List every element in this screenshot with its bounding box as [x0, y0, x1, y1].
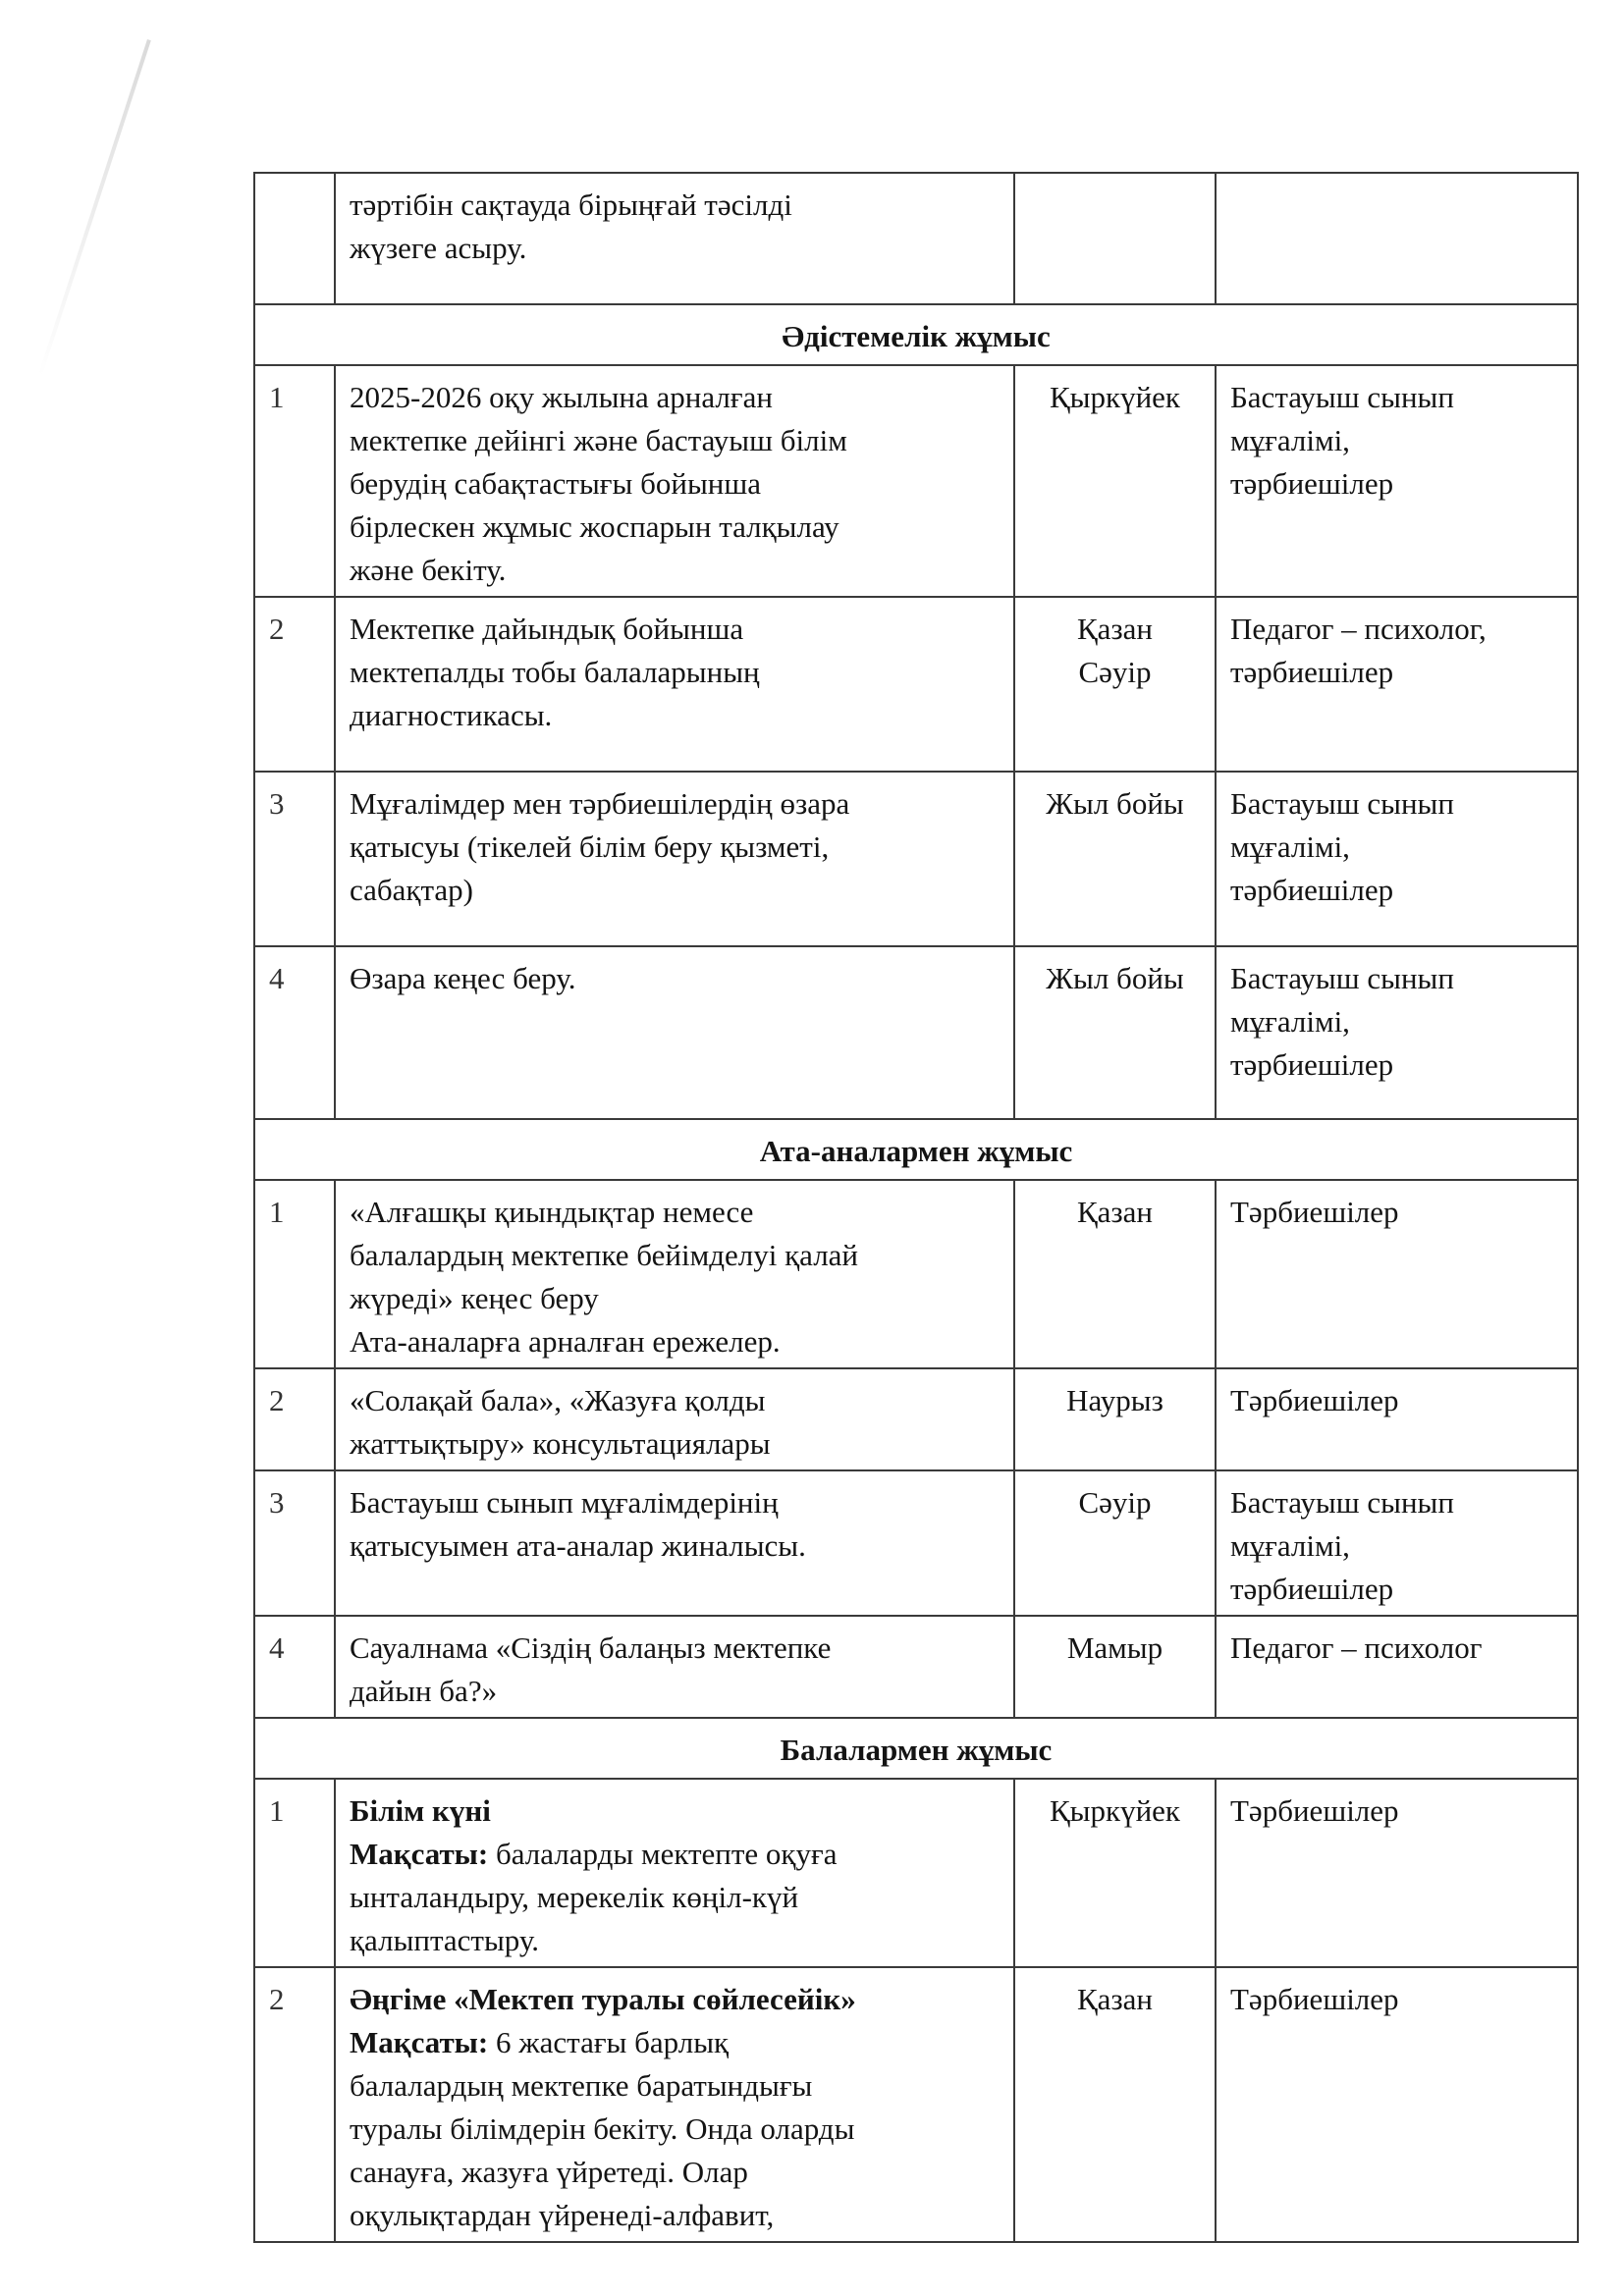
activity-text: 2025-2026 оқу жылына арналған мектепке дейінгі және бастауыш білім берудің сабақтастығы бойынша бірлескен жұмыс жоспарын талқылау және бекіту.: [335, 365, 1014, 597]
section-title-parents: Ата-аналармен жұмыс: [254, 1119, 1578, 1180]
table-row: [254, 946, 1578, 1119]
date-text: Қазан: [1014, 1180, 1216, 1368]
goal-label: Мақсаты:: [350, 2025, 489, 2059]
date-cell: [1014, 173, 1216, 304]
table-row: [254, 1180, 1578, 1368]
section-title-methodical: Әдістемелік жұмыс: [254, 304, 1578, 365]
date-text: Қыркүйек: [1014, 1779, 1216, 1967]
responsible-text: Бастауыш сынып мұғалімі, тәрбиешілер: [1216, 365, 1578, 597]
row-number: 2: [254, 1967, 335, 2242]
row-number: 4: [254, 1616, 335, 1718]
date-text: Сәуір: [1014, 1470, 1216, 1616]
date-text: Мамыр: [1014, 1616, 1216, 1718]
work-plan-table: [253, 172, 1579, 2243]
responsible-text: Бастауыш сынып мұғалімі, тәрбиешілер: [1216, 772, 1578, 946]
date-text: Жыл бойы: [1014, 772, 1216, 946]
table-row: [254, 1616, 1578, 1718]
activity-text: Мектепке дайындық бойынша мектепалды тобы балаларының диагностикасы.: [335, 597, 1014, 772]
activity-text: Өзара кеңес беру.: [335, 946, 1014, 1119]
responsible-text: Тәрбиешілер: [1216, 1180, 1578, 1368]
table-row: [254, 772, 1578, 946]
responsible-text: Тәрбиешілер: [1216, 1368, 1578, 1470]
activity-text: «Солақай бала», «Жазуға қолды жаттықтыру» консультациялары: [335, 1368, 1014, 1470]
responsible-text: Бастауыш сынып мұғалімі, тәрбиешілер: [1216, 1470, 1578, 1616]
section-header-row: [254, 304, 1578, 365]
date-text: Жыл бойы: [1014, 946, 1216, 1119]
activity-text: Бастауыш сынып мұғалімдерінің қатысуымен ата-аналар жиналысы.: [335, 1470, 1014, 1616]
row-number: 1: [254, 1779, 335, 1967]
responsible-text: Педагог – психолог: [1216, 1616, 1578, 1718]
responsible-text: Тәрбиешілер: [1216, 1967, 1578, 2242]
scan-artifact: [38, 39, 151, 377]
goal-text: балаларды мектепте оқуға ынталандыру, мерекелік көңіл-күй қалыптастыру.: [350, 1837, 838, 1957]
date-text: Қыркүйек: [1014, 365, 1216, 597]
row-number: 3: [254, 772, 335, 946]
row-number: 2: [254, 597, 335, 772]
row-number: 1: [254, 1180, 335, 1368]
activity-text: [335, 1967, 1014, 2242]
table-row: [254, 365, 1578, 597]
row-number: 3: [254, 1470, 335, 1616]
responsible-text: Бастауыш сынып мұғалімі, тәрбиешілер: [1216, 946, 1578, 1119]
table-row: [254, 1779, 1578, 1967]
table-row: [254, 1470, 1578, 1616]
table-row: [254, 173, 1578, 304]
date-text: Қазан: [1014, 1967, 1216, 2242]
row-number: 1: [254, 365, 335, 597]
date-text: Қазан Сәуір: [1014, 597, 1216, 772]
row-number-cell: [254, 173, 335, 304]
responsible-cell: [1216, 173, 1578, 304]
date-text: Наурыз: [1014, 1368, 1216, 1470]
activity-text: Сауалнама «Сіздің балаңыз мектепке дайын ба?»: [335, 1616, 1014, 1718]
responsible-text: Тәрбиешілер: [1216, 1779, 1578, 1967]
activity-text: [335, 1779, 1014, 1967]
activity-heading: Білім күні: [350, 1793, 491, 1828]
section-header-row: [254, 1718, 1578, 1779]
activity-text: «Алғашқы қиындықтар немесе балалардың мектепке бейімделуі қалай жүреді» кеңес беру Ата-аналарға арналған ережелер.: [335, 1180, 1014, 1368]
section-header-row: [254, 1119, 1578, 1180]
table-row: [254, 1368, 1578, 1470]
activity-cell: тәртібін сақтауда бірыңғай тәсілді жүзеге асыру.: [335, 173, 1014, 304]
row-number: 4: [254, 946, 335, 1119]
activity-heading: Әңгіме «Мектеп туралы сөйлесейік»: [350, 1982, 856, 2016]
responsible-text: Педагог – психолог, тәрбиешілер: [1216, 597, 1578, 772]
row-number: 2: [254, 1368, 335, 1470]
goal-label: Мақсаты:: [350, 1837, 489, 1871]
table-row: [254, 1967, 1578, 2242]
goal-text: 6 жастағы барлық балалардың мектепке баратындығы туралы білімдерін бекіту. Онда оларды санауға, жазуға үйретеді. Олар оқулықтардан үйренеді-алфавит,: [350, 2025, 855, 2232]
section-title-children: Балалармен жұмыс: [254, 1718, 1578, 1779]
table-row: [254, 597, 1578, 772]
activity-text: Мұғалімдер мен тәрбиешілердің өзара қатысуы (тікелей білім беру қызметі, сабақтар): [335, 772, 1014, 946]
